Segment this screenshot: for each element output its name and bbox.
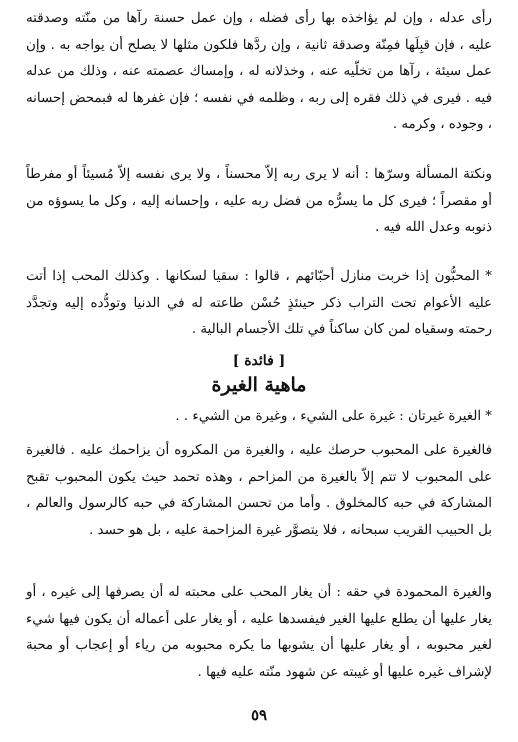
paragraph-2: ونكتة المسألة وسرّها : أنه لا يرى ربه إلاّ محسناً ، ولا يرى نفسه إلاّ مُسيئاً أو مفرطاً أو مقصراً ؛ فيرى كل ما يسرُّه من فضل ربه عليه ، وإحسانه إليه ، وكل ما يسوؤه من ذنوبه وعدل الله فيه . (26, 167, 492, 236)
section-title: ماهية الغيرة (211, 374, 307, 396)
paragraph-6: والغيرة المحمودة في حقه : أن يغار المحب على محبته له أن يصرفها إلى غيره ، أو يغار عليها أن يطلع عليها الغير فيفسدها عليه ، أو يغار على أعماله أن يكون فيها شيء لغير محبوبه ، أو يغار عليها أن يشوبها ما يكره محبوبه من رياء أو إعجاب أو محبة لإشراف غيره عليها أو غيبته عن شهود منّته عليه فيها . (26, 585, 492, 680)
paragraph-5: فالغيرة على المحبوب حرصك عليه ، والغيرة من المكروه أن يزاحمك عليه . فالغيرة على المحبوب لا تتم إلاّ بالغيرة من المزاحم ، وهذه تحمد حيث يكون المحبوب تقبح المشاركة في حبه كالمخلوق . وأما من تحسن المشاركة في حبه كالرسول والعالم ، بل الحبيب القريب سبحانه ، فلا يتصوَّر غيرة المزاحمة عليه ، بل هو حسد . (26, 443, 492, 538)
paragraph-3: * المحبُّون إذا خربت منازل أحبّائهم ، قالوا : سقيا لسكانها . وكذلك المحب إذا أتت عليه الأعوام تحت التراب ذكر حينئذٍ حُسْن طاعته له في الدنيا وتودُّده إليه وتجدَّد رحمته وسقياه لمن كان ساكناً في تلك الأجسام البالية . (26, 269, 492, 338)
paragraph-1: رأى عدله ، وإن لم يؤاخذه بها رأى فضله ، وإن عمل حسنة رآها من منّته وصدقته عليه ، فإن قبِلَها فمِنّة وصدقة ثانية ، وإن ردَّها فلكون مثلها لا يصلح أن يواجه به . وإن عمل سيئة ، رآها من تخلّيه عنه ، وخذلانه له ، وإمساك عصمته عنه ، وذلك من عدله فيه . فيرى في ذلك فقره إلى ربه ، وظلمه في نفسه ؛ فإن غفرها له فبمحض إحسانه ، وجوده ، وكرمه . (26, 11, 492, 133)
page-number: ٥٩ (250, 706, 268, 724)
section-label: [ فائدة ] (232, 353, 286, 369)
paragraph-4: * الغيرة غيرتان : غيرة على الشيء ، وغيرة من الشيء . . (175, 409, 492, 424)
